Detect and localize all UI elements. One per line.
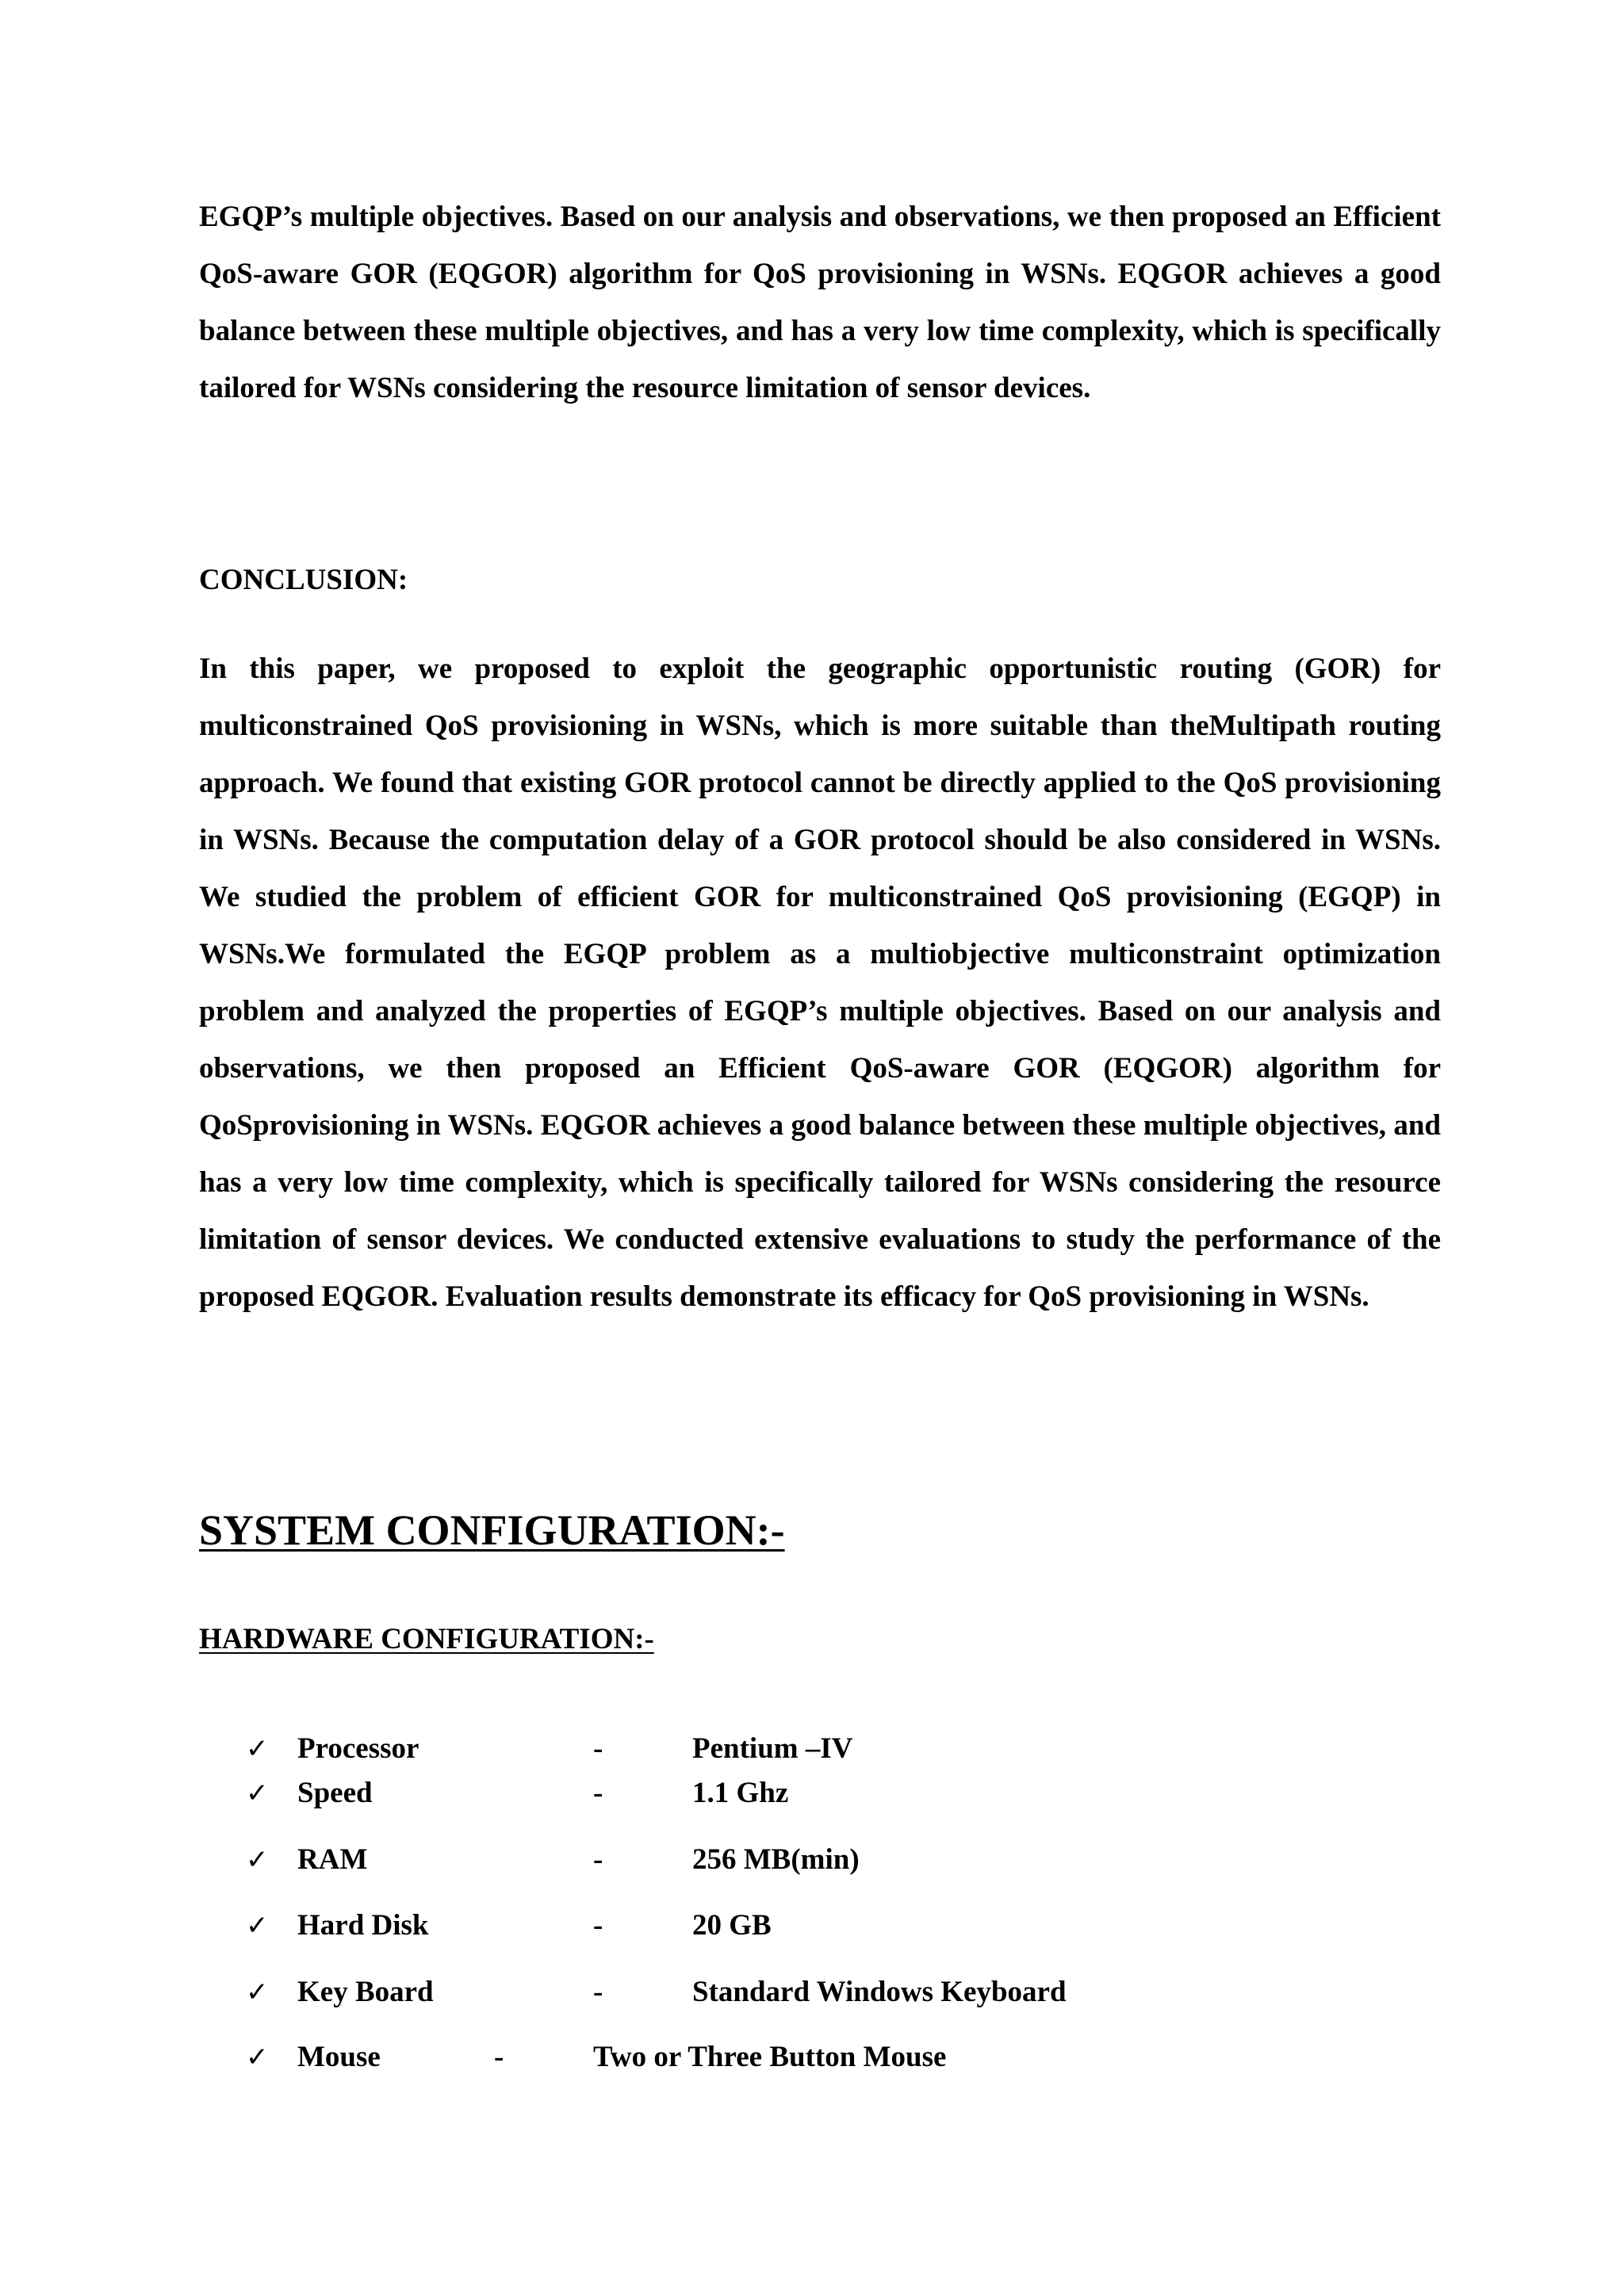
checkmark-icon: ✓ (246, 1910, 269, 1942)
spec-value: Standard Windows Keyboard (692, 1976, 1067, 2008)
spec-label: Mouse (297, 2041, 381, 2073)
spec-label: RAM (297, 1843, 368, 1876)
spec-row-speed (246, 1771, 1435, 1816)
intro-paragraph: EGQP’s multiple objectives. Based on our analysis and observations, we then proposed an Efficient QoS-aware GOR (EQGOR) algorithm for QoS provisioning in WSNs. EQGOR achieves a good balance between these multiple objectives, and has a very low time complexity, which is specifically tailored for WSNs considering the resource limitation of sensor devices. (199, 201, 1441, 404)
spec-row-mouse (246, 2035, 1435, 2080)
spec-separator: - (494, 2041, 504, 2073)
spec-label: Processor (297, 1732, 419, 1765)
checkmark-icon: ✓ (246, 2042, 269, 2073)
checkmark-icon: ✓ (246, 1777, 269, 1809)
spec-value: 1.1 Ghz (692, 1777, 789, 1809)
spec-value: 20 GB (692, 1909, 772, 1942)
conclusion-paragraph: In this paper, we proposed to exploit the geographic opportunistic routing (GOR) for multiconstrained QoS provisioning in WSNs, which is more suitable than theMultipath routing approach. We found that existing GOR protocol cannot be directly applied to the QoS provisioning in WSNs. Because the computation delay of a GOR protocol should be also considered in WSNs. We studied the problem of efficient GOR for multiconstrained QoS provisioning (EGQP) in WSNs.We formulated the EGQP problem as a multiobjective multiconstraint optimization problem and analyzed the properties of EGQP’s multiple objectives. Based on our analysis and observations, we then proposed an Efficient QoS-aware GOR (EQGOR) algorithm for QoSprovisioning in WSNs. EQGOR achieves a good balance between these multiple objectives, and has a very low time complexity, which is specifically tailored for WSNs considering the resource limitation of sensor devices. We conducted extensive evaluations to study the performance of the proposed EQGOR. Evaluation results demonstrate its efficacy for QoS provisioning in WSNs. (199, 652, 1441, 1313)
conclusion-heading: CONCLUSION: (199, 564, 408, 596)
spec-row-ram (246, 1838, 1435, 1882)
system-configuration-heading: SYSTEM CONFIGURATION:- (199, 1506, 785, 1554)
spec-separator: - (593, 1843, 603, 1876)
spec-value: Pentium –IV (692, 1732, 853, 1765)
spec-separator: - (593, 1976, 603, 2008)
hardware-configuration-heading: HARDWARE CONFIGURATION:- (199, 1623, 654, 1655)
spec-separator: - (593, 1909, 603, 1942)
spec-label: Key Board (297, 1976, 434, 2008)
spec-row-hard-disk (246, 1904, 1435, 1948)
spec-value: Two or Three Button Mouse (593, 2041, 947, 2073)
checkmark-icon: ✓ (246, 1976, 269, 2008)
spec-label: Hard Disk (297, 1909, 429, 1942)
spec-row-keyboard (246, 1970, 1435, 2015)
spec-separator: - (593, 1777, 603, 1809)
spec-separator: - (593, 1732, 603, 1765)
spec-value: 256 MB(min) (692, 1843, 860, 1876)
spec-row-processor (246, 1727, 1435, 1771)
checkmark-icon: ✓ (246, 1844, 269, 1876)
spec-label: Speed (297, 1777, 373, 1809)
checkmark-icon: ✓ (246, 1733, 269, 1765)
